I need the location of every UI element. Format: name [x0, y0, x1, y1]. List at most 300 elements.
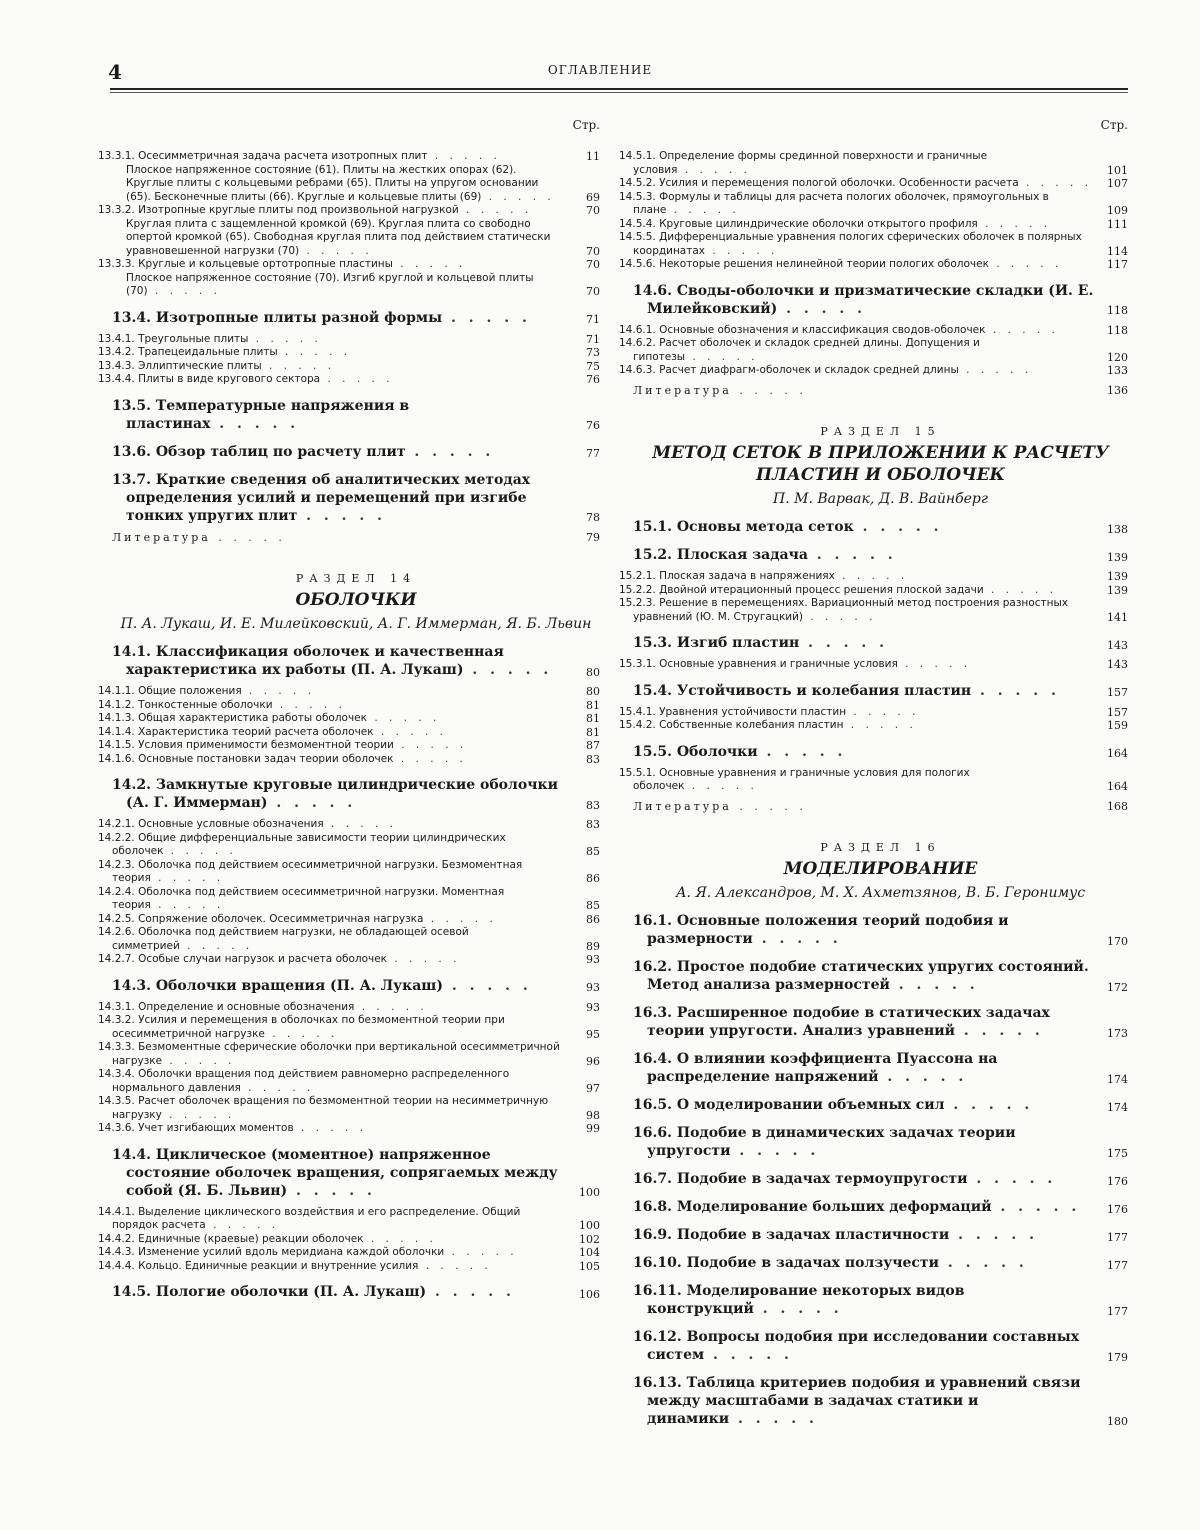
leader-dots: . . . . .	[163, 845, 237, 857]
toc-entry-title: 16.8. Моделирование больших деформаций . . . . .	[633, 1199, 1081, 1215]
toc-entry-title: 15.3. Изгиб пластин . . . . .	[633, 635, 888, 651]
toc-group	[112, 1146, 600, 1200]
toc-entry-title: 16.13. Таблица критериев подобия и уравнений связи между масштабами в задачах статики и динамики . . . . .	[633, 1375, 1081, 1427]
toc-subsection-entry	[619, 705, 1128, 720]
toc-entry-page: 179	[1107, 1350, 1128, 1364]
toc-group	[98, 685, 600, 766]
toc-subsection-entry	[98, 1068, 600, 1095]
toc-section-entry	[633, 1004, 1128, 1040]
leader-dots: . . . . .	[729, 1411, 818, 1427]
toc-group	[633, 682, 1128, 700]
toc-subsection-entry	[98, 1000, 600, 1015]
toc-entry-page: 118	[1107, 304, 1128, 317]
toc-group	[633, 634, 1128, 652]
leader-dots: . . . . .	[834, 570, 909, 582]
toc-entry-title: 14.6.2. Расчет оболочек и складок средней длины. Допущения и гипотезы . . . . .	[619, 337, 980, 363]
leader-dots: . . . . .	[705, 244, 779, 257]
toc-subsection-entry	[98, 1122, 600, 1136]
toc-entry-page: 139	[1107, 550, 1128, 564]
leader-dots: . . . . .	[293, 1122, 368, 1134]
leader-dots: . . . . .	[264, 1027, 339, 1040]
toc-subsection-entry	[98, 831, 600, 859]
toc-entry-page: 109	[1107, 204, 1128, 217]
leader-dots: . . . . .	[958, 364, 1033, 376]
toc-entry-page: 81	[586, 712, 600, 725]
toc-entry-title: 13.6. Обзор таблиц по расчету плит . . . . .	[112, 443, 495, 460]
toc-entry-page: 86	[586, 872, 600, 885]
toc-entry-page: 71	[586, 332, 600, 346]
toc-entry-title: 14.5. Пологие оболочки (П. А. Лукаш) . . . . .	[112, 1284, 515, 1300]
toc-entry-title: 15.2.1. Плоская задача в напряжениях . . . . .	[619, 570, 909, 582]
section-title: ОБОЛОЧКИ	[295, 590, 417, 610]
leader-dots: . . . . .	[297, 507, 387, 524]
toc-entry-page: 71	[586, 313, 600, 326]
toc-entry-page: 87	[586, 739, 600, 752]
toc-group	[98, 818, 600, 967]
toc-subsection-entry	[619, 766, 1128, 794]
toc-entry-title: 15.4. Устойчивость и колебания пластин . . . . .	[633, 682, 1060, 699]
toc-subsection-entry	[98, 818, 600, 832]
toc-entry-title: 14.3.5. Расчет оболочек вращения по безмоментной теории на несимметричную нагрузку . . . . .	[98, 1095, 549, 1121]
leader-dots: . . . . .	[846, 705, 920, 718]
toc-entry-title: 14.1.1. Общие положения . . . . .	[98, 685, 316, 697]
leader-dots: . . . . .	[807, 547, 897, 563]
toc-group	[98, 150, 600, 299]
page-number: 4	[108, 60, 122, 84]
toc-subsection-entry	[98, 912, 600, 927]
toc-entry-title: 14.6.1. Основные обозначения и классификация сводов-оболочек . . . . .	[619, 323, 1059, 336]
toc-section-entry	[112, 977, 600, 995]
toc-entry-page: 101	[1107, 163, 1128, 177]
leader-dots: . . . . .	[210, 415, 300, 432]
toc-subsection-entry	[98, 725, 600, 740]
toc-entry-title: 14.1.5. Условия применимости безмоментной теории . . . . .	[98, 739, 468, 751]
toc-group	[633, 800, 1128, 814]
toc-entry-title: 13.7. Краткие сведения об аналитических методах определения усилий и перемещений при изгибе тонких упругих плит . . . . .	[112, 471, 531, 524]
leader-dots: . . . . .	[366, 712, 441, 724]
toc-entry-page: 70	[586, 258, 600, 271]
leader-dots: . . . . .	[944, 1097, 1034, 1113]
toc-entry-page: 93	[586, 1000, 600, 1014]
section-title: МОДЕЛИРОВАНИЕ	[783, 859, 978, 879]
toc-subsection-entry	[98, 204, 600, 218]
toc-entry-page: 97	[586, 1081, 600, 1095]
toc-entry-title: 15.4.1. Уравнения устойчивости пластин . . . . .	[619, 705, 920, 718]
leader-dots: . . . . .	[777, 300, 866, 317]
toc-group	[633, 546, 1128, 564]
leader-dots: . . . . .	[261, 359, 336, 372]
leader-dots: . . . . .	[150, 899, 225, 911]
leader-dots: . . . . .	[241, 685, 316, 697]
toc-entry-page: 136	[1107, 383, 1128, 397]
leader-dots: . . . . .	[442, 977, 532, 994]
toc-entry-title: 13.3.3. Круглые и кольцевые ортотропные пластины . . . . .	[98, 258, 467, 270]
literature-entry	[112, 531, 600, 545]
toc-entry-page: 143	[1107, 638, 1128, 652]
toc-group	[619, 658, 1128, 672]
toc-section-entry	[112, 776, 600, 812]
toc-subsection-entry	[98, 926, 600, 953]
toc-entry-page: 168	[1107, 799, 1128, 813]
toc-section-entry	[112, 1283, 600, 1301]
leader-dots: . . . . .	[162, 1054, 236, 1067]
toc-subsection-entry	[98, 1095, 600, 1122]
toc-entry-title: 14.3.4. Оболочки вращения под действием равномерно распределенного нормального давления . . . . .	[98, 1068, 510, 1094]
toc-entry-page: 93	[586, 953, 600, 966]
toc-entry-title: 14.1. Классификация оболочек и качественная характеристика их работы (П. А. Лукаш) . . . . .	[112, 644, 553, 678]
leader-dots: . . . . .	[393, 739, 468, 751]
toc-entry-page: 174	[1107, 1100, 1128, 1114]
literature-entry	[633, 384, 1128, 398]
toc-section-entry	[633, 634, 1128, 652]
toc-group	[619, 570, 1128, 624]
toc-entry-page: 177	[1107, 1230, 1128, 1244]
leader-dots: . . . . .	[685, 350, 759, 363]
toc-group	[112, 397, 600, 525]
leader-dots: . . . . .	[423, 912, 497, 925]
toc-entry-page: 102	[579, 1232, 600, 1246]
toc-entry-title: 14.2. Замкнутые круговые цилиндрические оболочки (А. Г. Иммерман) . . . . .	[112, 777, 558, 811]
toc-subsection-entry	[619, 258, 1128, 272]
toc-subsection-entry	[98, 858, 600, 886]
toc-group	[619, 150, 1128, 272]
toc-entry-title: 14.1.3. Общая характеристика работы оболочек . . . . .	[98, 712, 441, 724]
leader-dots: . . . . .	[210, 530, 286, 544]
section-label: РАЗДЕЛ 15	[820, 425, 941, 438]
toc-section-entry	[112, 471, 600, 525]
toc-entry-title: 14.3.3. Безмоментные сферические оболочки при вертикальной осесимметричной нагрузке . . . . .	[98, 1041, 560, 1067]
section-authors: П. М. Варвак, Д. В. Вайнберг	[773, 491, 988, 507]
toc-entry-title: 16.12. Вопросы подобия при исследовании составных систем . . . . .	[633, 1329, 1080, 1363]
leader-dots: . . . . .	[442, 309, 531, 326]
leader-dots: . . . . .	[803, 610, 877, 623]
toc-entry-title: 13.4.1. Треугольные плиты . . . . .	[98, 332, 322, 345]
toc-entry-title: 15.4.2. Собственные колебания пластин . . . . .	[619, 719, 917, 731]
toc-entry-page: 118	[1107, 323, 1128, 337]
leader-dots: . . . . .	[240, 1081, 315, 1094]
toc-section-entry	[112, 309, 600, 327]
toc-group	[98, 332, 600, 387]
leader-dots: . . . . .	[427, 150, 501, 162]
toc-entry-page: 141	[1107, 610, 1128, 624]
toc-subsection-entry	[98, 1041, 600, 1068]
toc-section-entry	[633, 682, 1128, 700]
toc-entry-title: 14.5.5. Дифференциальные уравнения пологих сферических оболочек в полярных координатах . . . . .	[619, 231, 1082, 257]
leader-dots: . . . . .	[405, 443, 495, 460]
leader-dots: . . . . .	[392, 258, 467, 270]
toc-group	[619, 323, 1128, 378]
toc-entry-page: 176	[1107, 1174, 1128, 1188]
toc-entry-title: 15.3.1. Основные уравнения и граничные условия . . . . .	[619, 658, 972, 670]
leader-dots: . . . . .	[147, 285, 221, 297]
leader-dots: . . . . .	[666, 204, 740, 216]
toc-entry-title: 14.4.1. Выделение циклического воздействия и его распределение. Общий порядок расчета . . . . .	[98, 1205, 521, 1231]
toc-subsection-entry	[98, 1205, 600, 1233]
toc-subsection-entry	[619, 719, 1128, 733]
toc-entry-page: 111	[1107, 217, 1128, 231]
leader-dots: . . . . .	[704, 1347, 793, 1363]
leader-dots: . . . . .	[878, 1069, 968, 1085]
toc-subsection-entry	[98, 258, 600, 272]
toc-entry-title: Литература . . . . .	[633, 383, 807, 397]
toc-section-entry	[633, 1170, 1128, 1188]
leader-dots: . . . . .	[938, 1255, 1028, 1271]
header-rule-thin	[110, 92, 1128, 93]
toc-entry-page: 81	[586, 698, 600, 712]
toc-subsection-entry	[98, 150, 600, 164]
toc-entry-title: 14.2.4. Оболочка под действием осесимметричной нагрузки. Моментная теория . . . . .	[98, 885, 505, 911]
leader-dots: . . . . .	[323, 818, 398, 830]
toc-subsection-entry	[98, 332, 600, 347]
toc-entry-title: 14.5.6. Некоторые решения нелинейной теории пологих оболочек . . . . .	[619, 258, 1063, 270]
toc-group	[112, 1283, 600, 1301]
toc-entry-page: 11	[586, 150, 600, 163]
section-label: РАЗДЕЛ 14	[295, 572, 417, 585]
leader-dots: . . . . .	[426, 1284, 515, 1300]
toc-section-entry	[633, 1050, 1128, 1086]
toc-subsection-entry	[98, 712, 600, 726]
leader-dots: . . . . .	[481, 190, 555, 203]
leader-dots: . . . . .	[393, 752, 467, 765]
toc-entry-title: 13.5. Температурные напряжения в пластинах . . . . .	[112, 397, 410, 432]
toc-entry-title: 14.5.1. Определение формы срединной поверхности и граничные условия . . . . .	[619, 150, 988, 176]
toc-entry-page: 70	[586, 285, 600, 298]
section-authors: А. Я. Александров, М. Х. Ахметзянов, В. Б. Геронимус	[675, 885, 1086, 901]
toc-entry-title: 14.1.4. Характеристика теорий расчета оболочек . . . . .	[98, 725, 447, 738]
toc-entry-title: 16.4. О влиянии коэффициента Пуассона на распределение напряжений . . . . .	[633, 1051, 998, 1085]
toc-entry-page: 133	[1107, 364, 1128, 377]
toc-entry-page: 177	[1107, 1304, 1128, 1318]
toc-subsection-entry	[619, 583, 1128, 598]
toc-subsection-entry	[98, 346, 600, 360]
toc-entry-title: 15.2.2. Двойной итерационный процесс решения плоской задачи . . . . .	[619, 583, 1058, 596]
toc-subsection-entry	[112, 272, 600, 299]
toc-entry-page: 85	[586, 845, 600, 858]
toc-group	[112, 977, 600, 995]
toc-section-entry	[633, 958, 1128, 994]
leader-dots: . . . . .	[949, 1227, 1039, 1243]
leader-dots: . . . . .	[179, 939, 254, 952]
toc-right-column	[619, 118, 1128, 1434]
toc-group	[633, 912, 1128, 1428]
toc-group	[112, 776, 600, 812]
toc-group	[112, 531, 600, 545]
literature-entry	[633, 800, 1128, 814]
toc-section-entry	[633, 1226, 1128, 1244]
toc-entry-title: 14.3.1. Определение и основные обозначения . . . . .	[98, 1000, 428, 1013]
toc-subsection-entry	[619, 217, 1128, 232]
leader-dots: . . . . .	[977, 217, 1052, 230]
toc-group	[98, 1205, 600, 1274]
leader-dots: . . . . .	[205, 1219, 280, 1231]
leader-dots: . . . . .	[354, 1000, 428, 1013]
toc-entry-title: Литература . . . . .	[633, 799, 807, 813]
leader-dots: . . . . .	[463, 662, 553, 678]
toc-entry-page: 120	[1107, 350, 1128, 364]
toc-entry-title: 16.3. Расширенное подобие в статических задачах теории упругости. Анализ уравнений . . . . .	[633, 1005, 1050, 1039]
toc-entry-page: 76	[586, 373, 600, 386]
toc-entry-title: Литература . . . . .	[112, 530, 286, 544]
toc-entry-title: 14.4.3. Изменение усилий вдоль меридиана каждой оболочки . . . . .	[98, 1246, 518, 1258]
toc-entry-page: 69	[586, 190, 600, 204]
toc-entry-page: 139	[1107, 570, 1128, 583]
toc-subsection-entry	[619, 150, 1128, 177]
toc-entry-page: 70	[586, 244, 600, 258]
toc-entry-title: 13.3.1. Осесимметричная задача расчета изотропных плит . . . . .	[98, 150, 501, 162]
toc-entry-page: 83	[586, 752, 600, 766]
toc-entry-page: 139	[1107, 583, 1128, 597]
toc-subsection-entry	[98, 739, 600, 753]
toc-entry-title: Круглая плита с защемленной кромкой (69). Круглая плита со свободно опертой кромкой (65). Свободная круглая плита под действием статически уравновешенной нагрузки (70) . . . . .	[126, 217, 551, 257]
toc-entry-title: 14.5.3. Формулы и таблицы для расчета пологих оболочек, прямоугольных в плане . . . . .	[619, 190, 1049, 216]
leader-dots: . . . . .	[150, 872, 225, 884]
toc-entry-title: 13.3.2. Изотропные круглые плиты под произвольной нагрузкой . . . . .	[98, 204, 533, 216]
toc-entry-page: 99	[586, 1122, 600, 1135]
toc-section-entry	[633, 912, 1128, 948]
leader-dots: . . . . .	[731, 799, 807, 813]
toc-entry-page: 80	[586, 665, 600, 679]
toc-section-entry	[633, 1254, 1128, 1272]
toc-entry-page: 157	[1107, 686, 1128, 699]
section-15-heading	[633, 425, 1128, 508]
leader-dots: . . . . .	[843, 719, 917, 731]
toc-entry-page: 86	[586, 912, 600, 926]
toc-entry-page: 105	[579, 1259, 600, 1273]
toc-entry-title: 14.6. Своды-оболочки и призматические складки (И. Е. Милейковский) . . . . .	[633, 282, 1094, 317]
leader-dots: . . . . .	[983, 583, 1058, 596]
toc-entry-title: 14.2.3. Оболочка под действием осесимметричной нагрузки. Безмоментная теория . . . . .	[98, 858, 523, 884]
toc-group	[633, 282, 1128, 318]
toc-entry-page: 73	[586, 346, 600, 359]
toc-subsection-entry	[112, 218, 600, 259]
toc-section-entry	[633, 518, 1128, 536]
leader-dots: . . . . .	[991, 1199, 1081, 1215]
toc-entry-title: 16.11. Моделирование некоторых видов конструкций . . . . .	[633, 1283, 965, 1317]
toc-entry-title: 14.6.3. Расчет диафрагм-оболочек и складок средней длины . . . . .	[619, 364, 1033, 376]
toc-subsection-entry	[98, 953, 600, 967]
leader-dots: . . . . .	[277, 346, 352, 358]
leader-dots: . . . . .	[444, 1246, 518, 1258]
toc-entry-page: 83	[586, 818, 600, 831]
section-title: МЕТОД СЕТОК В ПРИЛОЖЕНИИ К РАСЧЕТУ ПЛАСТИН И ОБОЛОЧЕК	[652, 443, 1109, 485]
toc-entry-page: 159	[1107, 719, 1128, 732]
leader-dots: . . . . .	[967, 1171, 1057, 1187]
leader-dots: . . . . .	[287, 1182, 376, 1199]
leader-dots: . . . . .	[1018, 177, 1093, 189]
running-head: ОГЛАВЛЕНИЕ	[547, 63, 653, 77]
section-14-heading	[112, 572, 600, 633]
leader-dots: . . . . .	[161, 1108, 236, 1121]
toc-section-entry	[112, 1146, 600, 1200]
toc-entry-title: 15.2. Плоская задача . . . . .	[633, 547, 897, 563]
toc-entry-page: 104	[579, 1246, 600, 1259]
leader-dots: . . . . .	[985, 323, 1059, 336]
toc-entry-page: 170	[1107, 934, 1128, 948]
leader-dots: . . . . .	[971, 682, 1060, 699]
toc-subsection-entry	[112, 164, 600, 205]
toc-entry-page: 100	[579, 1186, 600, 1199]
leader-dots: . . . . .	[684, 780, 758, 792]
toc-entry-page: 75	[586, 359, 600, 373]
toc-entry-title: 15.1. Основы метода сеток . . . . .	[633, 519, 943, 535]
toc-entry-title: Плоское напряженное состояние (61). Плиты на жестких опорах (62). Круглые плиты с кольцевыми ребрами (65). Плиты на упругом основании (65). Бесконечные плиты (66). Круглые и кольцевые плиты (69) . . . . .	[126, 163, 555, 203]
toc-section-entry	[633, 1124, 1128, 1160]
toc-subsection-entry	[98, 885, 600, 913]
toc-entry-page: 77	[586, 447, 600, 460]
toc-entry-page: 93	[586, 981, 600, 994]
toc-section-entry	[112, 443, 600, 461]
toc-entry-title: 14.1.6. Основные постановки задач теории оболочек . . . . .	[98, 752, 467, 765]
toc-entry-page: 83	[586, 798, 600, 812]
leader-dots: . . . . .	[418, 1259, 492, 1272]
toc-group	[98, 1000, 600, 1136]
toc-entry-page: 95	[586, 1027, 600, 1041]
leader-dots: . . . . .	[799, 635, 888, 651]
toc-subsection-entry	[98, 359, 600, 374]
header-rule	[110, 88, 1128, 90]
toc-entry-page: 96	[586, 1054, 600, 1068]
toc-entry-title: 14.4.4. Кольцо. Единичные реакции и внутренние усилия . . . . .	[98, 1259, 492, 1272]
leader-dots: . . . . .	[757, 743, 847, 760]
toc-group	[112, 643, 600, 679]
leader-dots: . . . . .	[752, 931, 842, 947]
toc-entry-page: 89	[586, 939, 600, 953]
toc-entry-title: 13.4.2. Трапецеидальные плиты . . . . .	[98, 346, 352, 358]
toc-subsection-entry	[619, 658, 1128, 672]
leader-dots: . . . . .	[731, 383, 807, 397]
toc-entry-page: 177	[1107, 1258, 1128, 1272]
leader-dots: . . . . .	[272, 698, 346, 711]
toc-section-entry	[633, 1198, 1128, 1216]
toc-section-entry	[112, 397, 600, 433]
leader-dots: . . . . .	[299, 244, 373, 257]
leader-dots: . . . . .	[955, 1023, 1044, 1039]
leader-dots: . . . . .	[853, 519, 943, 535]
leader-dots: . . . . .	[373, 725, 447, 738]
leader-dots: . . . . .	[677, 163, 751, 176]
section-16-heading	[633, 841, 1128, 902]
toc-entry-page: 107	[1107, 177, 1128, 190]
toc-entry-page: 138	[1107, 522, 1128, 536]
toc-section-entry	[633, 743, 1128, 761]
toc-entry-title: 14.5.4. Круговые цилиндрические оболочки открытого профиля . . . . .	[619, 217, 1052, 230]
toc-entry-title: 16.1. Основные положения теорий подобия и размерности . . . . .	[633, 913, 1009, 947]
toc-subsection-entry	[619, 177, 1128, 191]
section-label: РАЗДЕЛ 16	[820, 841, 941, 854]
toc-entry-title: 15.5.1. Основные уравнения и граничные условия для пологих оболочек . . . . .	[619, 766, 970, 792]
page-column-label: Стр.	[1100, 118, 1128, 132]
toc-section-entry	[633, 1374, 1128, 1428]
toc-section-entry	[633, 546, 1128, 564]
toc-entry-title: 13.4. Изотропные плиты разной формы . . . . .	[112, 309, 531, 326]
page-column-label: Стр.	[572, 118, 600, 132]
toc-entry-page: 175	[1107, 1146, 1128, 1160]
toc-group	[633, 384, 1128, 398]
toc-subsection-entry	[619, 364, 1128, 378]
toc-entry-page: 78	[586, 511, 600, 524]
toc-entry-page: 114	[1107, 244, 1128, 258]
toc-entry-title: 14.3.6. Учет изгибающих моментов . . . . .	[98, 1122, 368, 1134]
leader-dots: . . . . .	[320, 373, 394, 385]
toc-entry-page: 117	[1107, 258, 1128, 271]
toc-entry-title: 14.4. Циклическое (моментное) напряженное состояние оболочек вращения, сопрягаемых между собой (Я. Б. Львин) . . . . .	[112, 1146, 558, 1199]
toc-entry-title: 14.2.6. Оболочка под действием нагрузки, не обладающей осевой симметрией . . . . .	[98, 926, 469, 952]
toc-entry-page: 100	[579, 1219, 600, 1232]
toc-entry-title: 16.9. Подобие в задачах пластичности . . . . .	[633, 1227, 1039, 1243]
toc-subsection-entry	[98, 1259, 600, 1274]
toc-entry-page: 70	[586, 204, 600, 217]
toc-entry-page: 80	[586, 685, 600, 698]
